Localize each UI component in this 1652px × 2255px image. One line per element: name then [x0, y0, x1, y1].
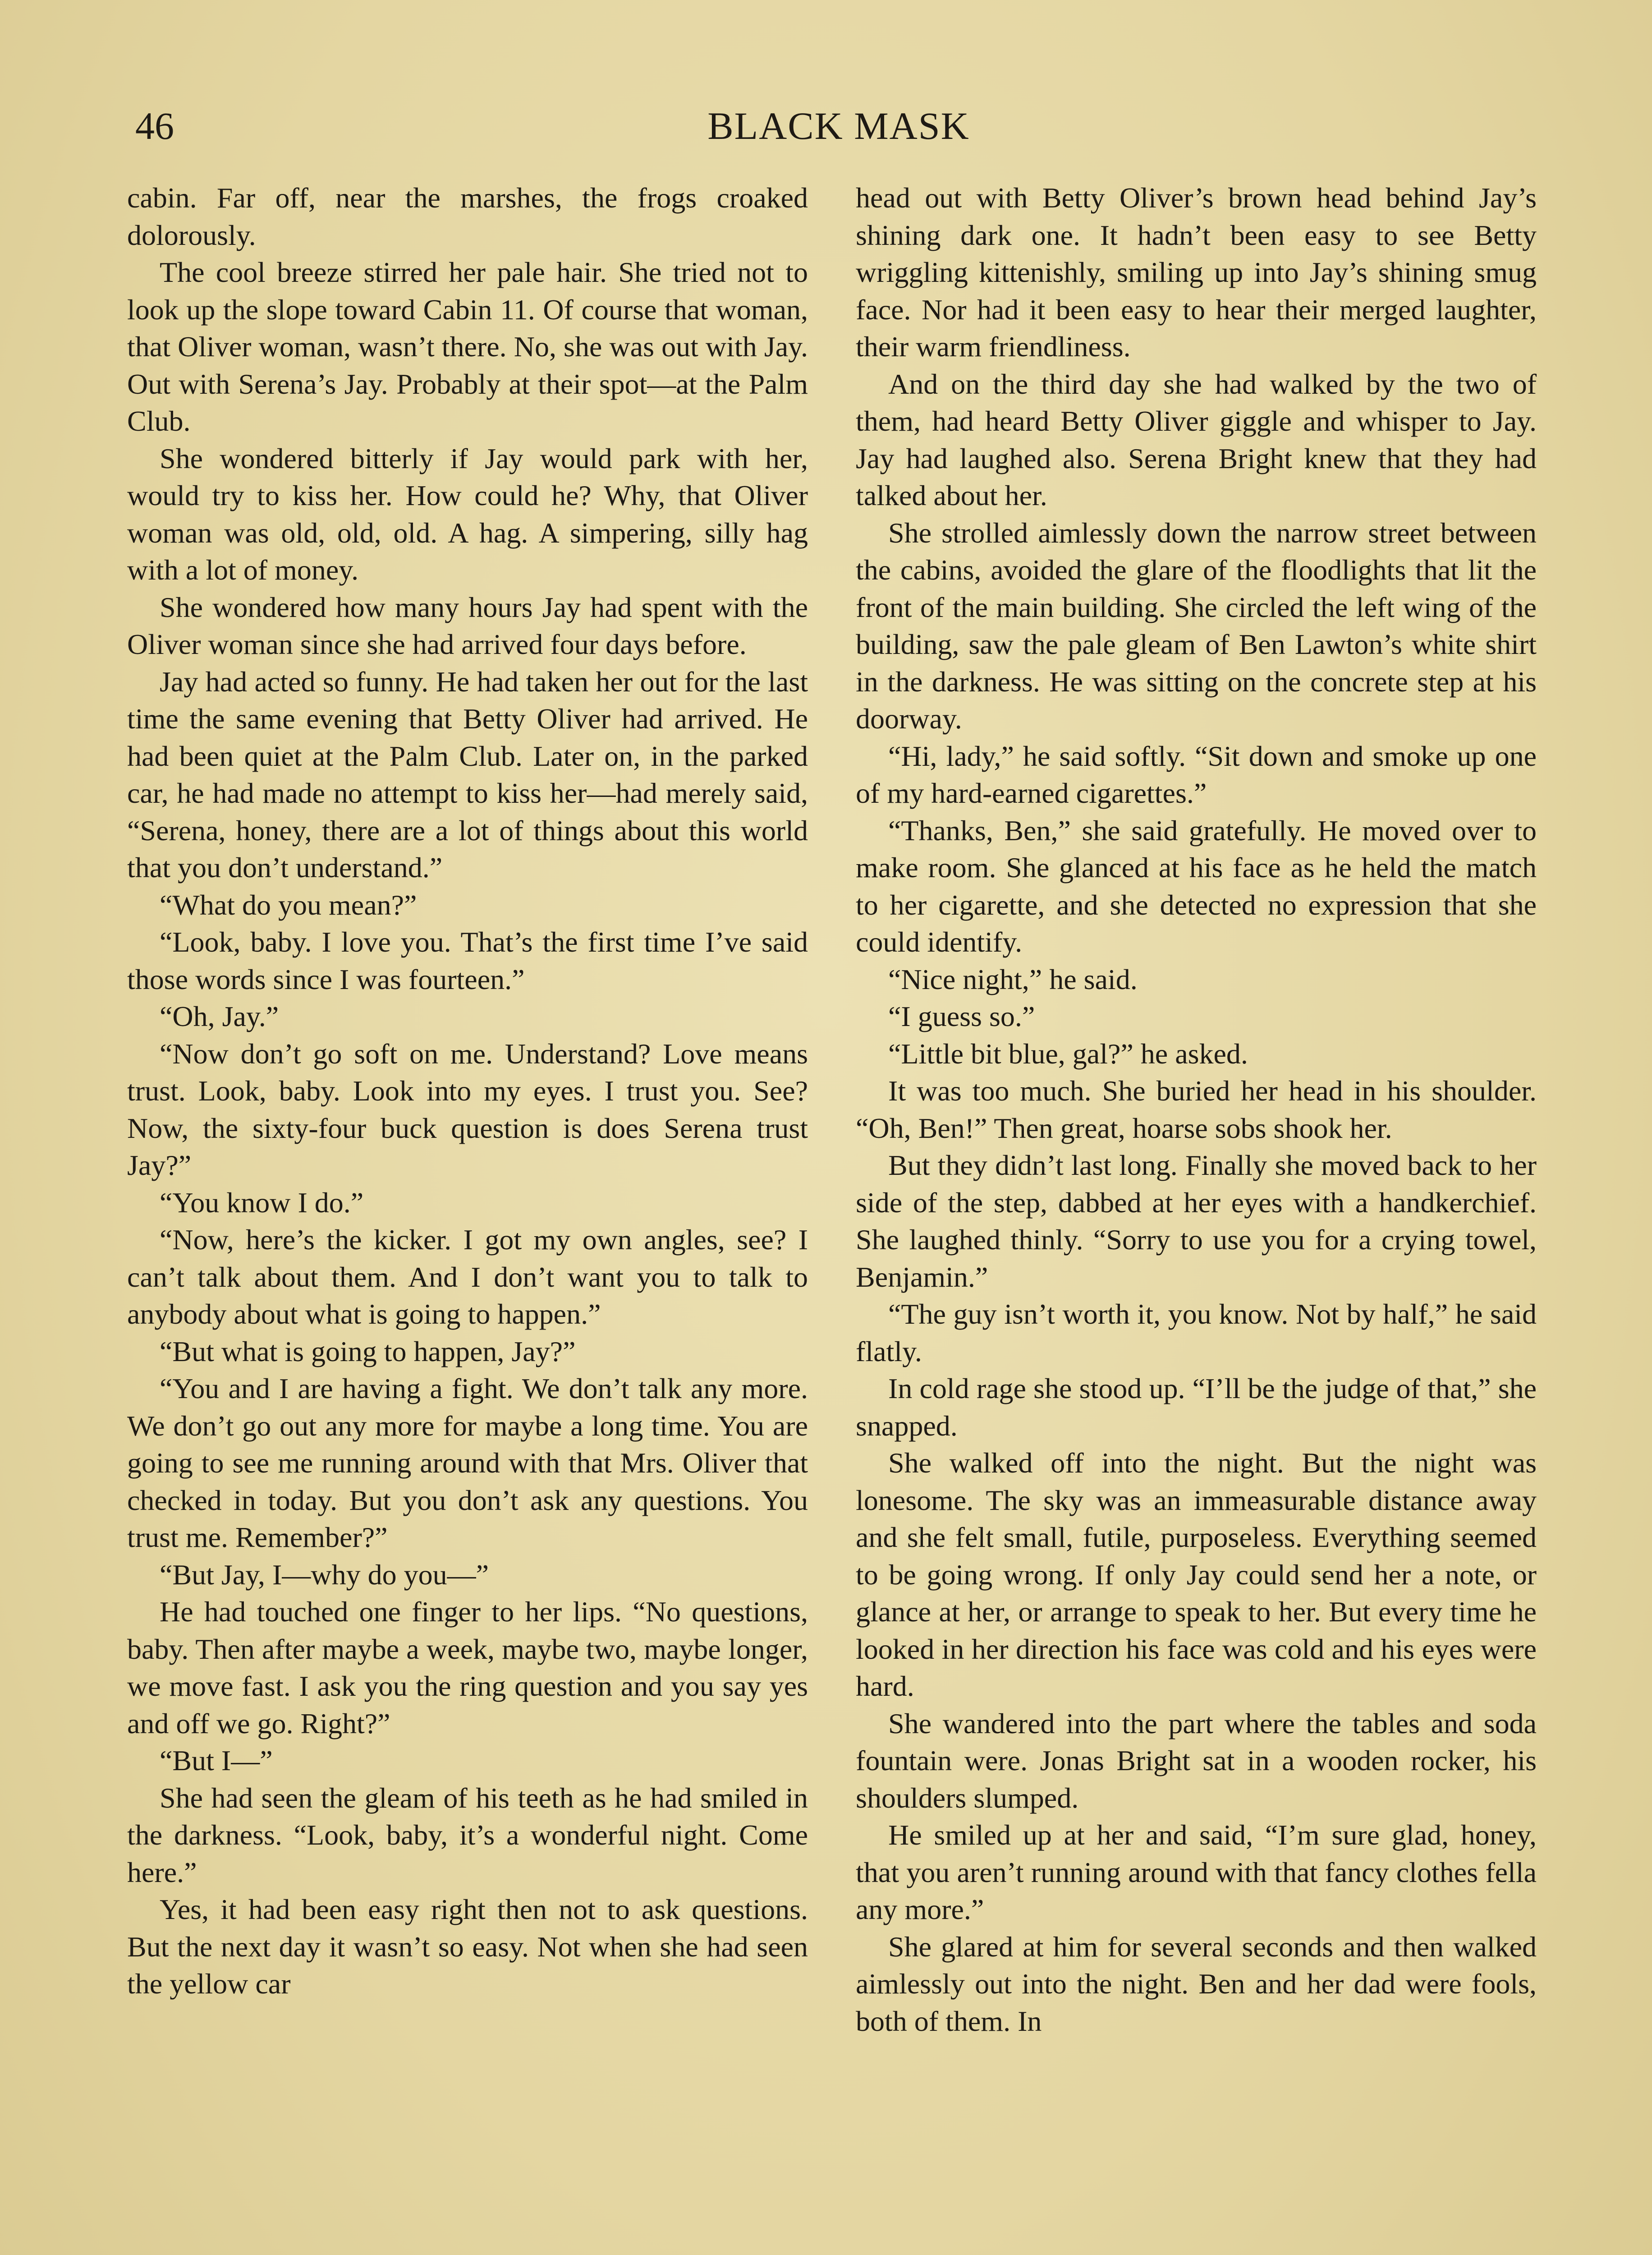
paragraph: “Little bit blue, gal?” he asked. [888, 1037, 1248, 1070]
paragraph: And on the third day she had walked by the two of them, had heard Betty Oliver giggle and whisper to Jay. Jay had laughed also. Serena Bright knew that they had talked about her. [856, 368, 1537, 511]
right-text-column [856, 179, 1537, 2040]
paragraph: He smiled up at her and said, “I’m sure glad, honey, that you aren’t running around with that fancy clothes fella any more.” [856, 1819, 1537, 1925]
paragraph: She wondered how many hours Jay had spent with the Oliver woman since she had arrived four days before. [127, 591, 808, 660]
paragraph: cabin. Far off, near the marshes, the frogs croaked dolorously. [127, 182, 808, 251]
paragraph: “What do you mean?” [160, 888, 417, 921]
paragraph: She wandered into the part where the tables and soda fountain were. Jonas Bright sat in a wooden rocker, his shoulders slumped. [856, 1707, 1537, 1814]
paragraph: “You know I do.” [160, 1186, 364, 1219]
paragraph: She walked off into the night. But the night was lonesome. The sky was an immeasurable distance away and she felt small, futile, purposeless. Everything seemed to be going wrong. If only Jay could send her a note, or glance at her, or arrange to speak to her. But every time he looked in her direction his face was cold and his eyes were hard. [856, 1447, 1537, 1702]
paragraph: “But I—” [160, 1744, 273, 1776]
paragraph: She had seen the gleam of his teeth as he had smiled in the darkness. “Look, baby, it’s a wonderful night. Come here.” [127, 1781, 808, 1888]
paragraph: “Oh, Jay.” [160, 1000, 279, 1032]
paragraph: The cool breeze stirred her pale hair. She tried not to look up the slope toward Cabin 11. Of course that woman, that Oliver woman, wasn’t there. No, she was out with Jay. Out with Serena’s Jay. Probably at their spot—at the Palm Club. [127, 256, 808, 437]
paragraph: In cold rage she stood up. “I’ll be the judge of that,” she snapped. [856, 1372, 1537, 1442]
paragraph: Jay had acted so funny. He had taken her out for the last time the same evening that Betty Oliver had arrived. He had been quiet at the Palm Club. Later on, in the parked car, he had made no attempt to kiss her—had merely said, “Serena, honey, there are a lot of things about this world that you don’t understand.” [127, 665, 808, 884]
paragraph: It was too much. She buried her head in his shoulder. “Oh, Ben!” Then great, hoarse sobs shook her. [856, 1075, 1537, 1144]
paragraph: He had touched one finger to her lips. “No questions, baby. Then after maybe a week, maybe two, maybe longer, we move fast. I ask you the ring question and you say yes and off we go. Right?” [127, 1596, 808, 1740]
paragraph: “Thanks, Ben,” she said gratefully. He moved over to make room. She glanced at his face as he held the match to her cigarette, and she detected no expression that she could identify. [856, 814, 1537, 958]
paragraph: Yes, it had been easy right then not to ask questions. But the next day it wasn’t so easy. Not when she had seen the yellow car [127, 1893, 808, 2000]
paragraph: But they didn’t last long. Finally she moved back to her side of the step, dabbed at her eyes with a handkerchief. She laughed thinly. “Sorry to use you for a crying towel, Benjamin.” [856, 1149, 1537, 1293]
running-head: BLACK MASK [707, 104, 970, 147]
paragraph: “But Jay, I—why do you—” [160, 1558, 489, 1591]
paragraph: She glared at him for several seconds and then walked aimlessly out into the night. Ben and her dad were fools, both of them. In [856, 1930, 1537, 2037]
paragraph: head out with Betty Oliver’s brown head behind Jay’s shining dark one. It hadn’t been easy to see Betty wriggling kittenishly, smiling up into Jay’s shining smug face. Nor had it been easy to hear their merged laughter, their warm friendliness. [856, 182, 1537, 363]
paragraph: She wondered bitterly if Jay would park with her, would try to kiss her. How could he? Why, that Oliver woman was old, old, old. A hag. A simpering, silly hag with a lot of money. [127, 442, 808, 586]
left-text-column [127, 179, 808, 2003]
paragraph: “I guess so.” [888, 1000, 1035, 1032]
paragraph: “Now, here’s the kicker. I got my own angles, see? I can’t talk about them. And I don’t want you to talk to anybody about what is going to happen.” [127, 1224, 808, 1330]
paragraph: “Now don’t go soft on me. Understand? Love means trust. Look, baby. Look into my eyes. I trust you. See? Now, the sixty-four buck question is does Serena trust Jay?” [127, 1037, 808, 1181]
paragraph: “But what is going to happen, Jay?” [160, 1335, 576, 1367]
page-number: 46 [135, 104, 174, 147]
paragraph: “Nice night,” he said. [888, 963, 1138, 995]
paragraph: “Look, baby. I love you. That’s the first time I’ve said those words since I was fourteen.” [127, 926, 808, 995]
paragraph: She strolled aimlessly down the narrow street between the cabins, avoided the glare of the floodlights that lit the front of the main building. She circled the left wing of the building, saw the pale gleam of Ben Lawton’s white shirt in the darkness. He was sitting on the concrete step at his doorway. [856, 516, 1537, 735]
paragraph: “The guy isn’t worth it, you know. Not by half,” he said flatly. [856, 1298, 1537, 1367]
paragraph: “Hi, lady,” he said softly. “Sit down and smoke up one of my hard-earned cigarettes.” [856, 740, 1537, 809]
paragraph: “You and I are having a fight. We don’t talk any more. We don’t go out any more for maybe a long time. You are going to see me running around with that Mrs. Oliver that checked in today. But you don’t ask any questions. You trust me. Remember?” [127, 1372, 808, 1553]
